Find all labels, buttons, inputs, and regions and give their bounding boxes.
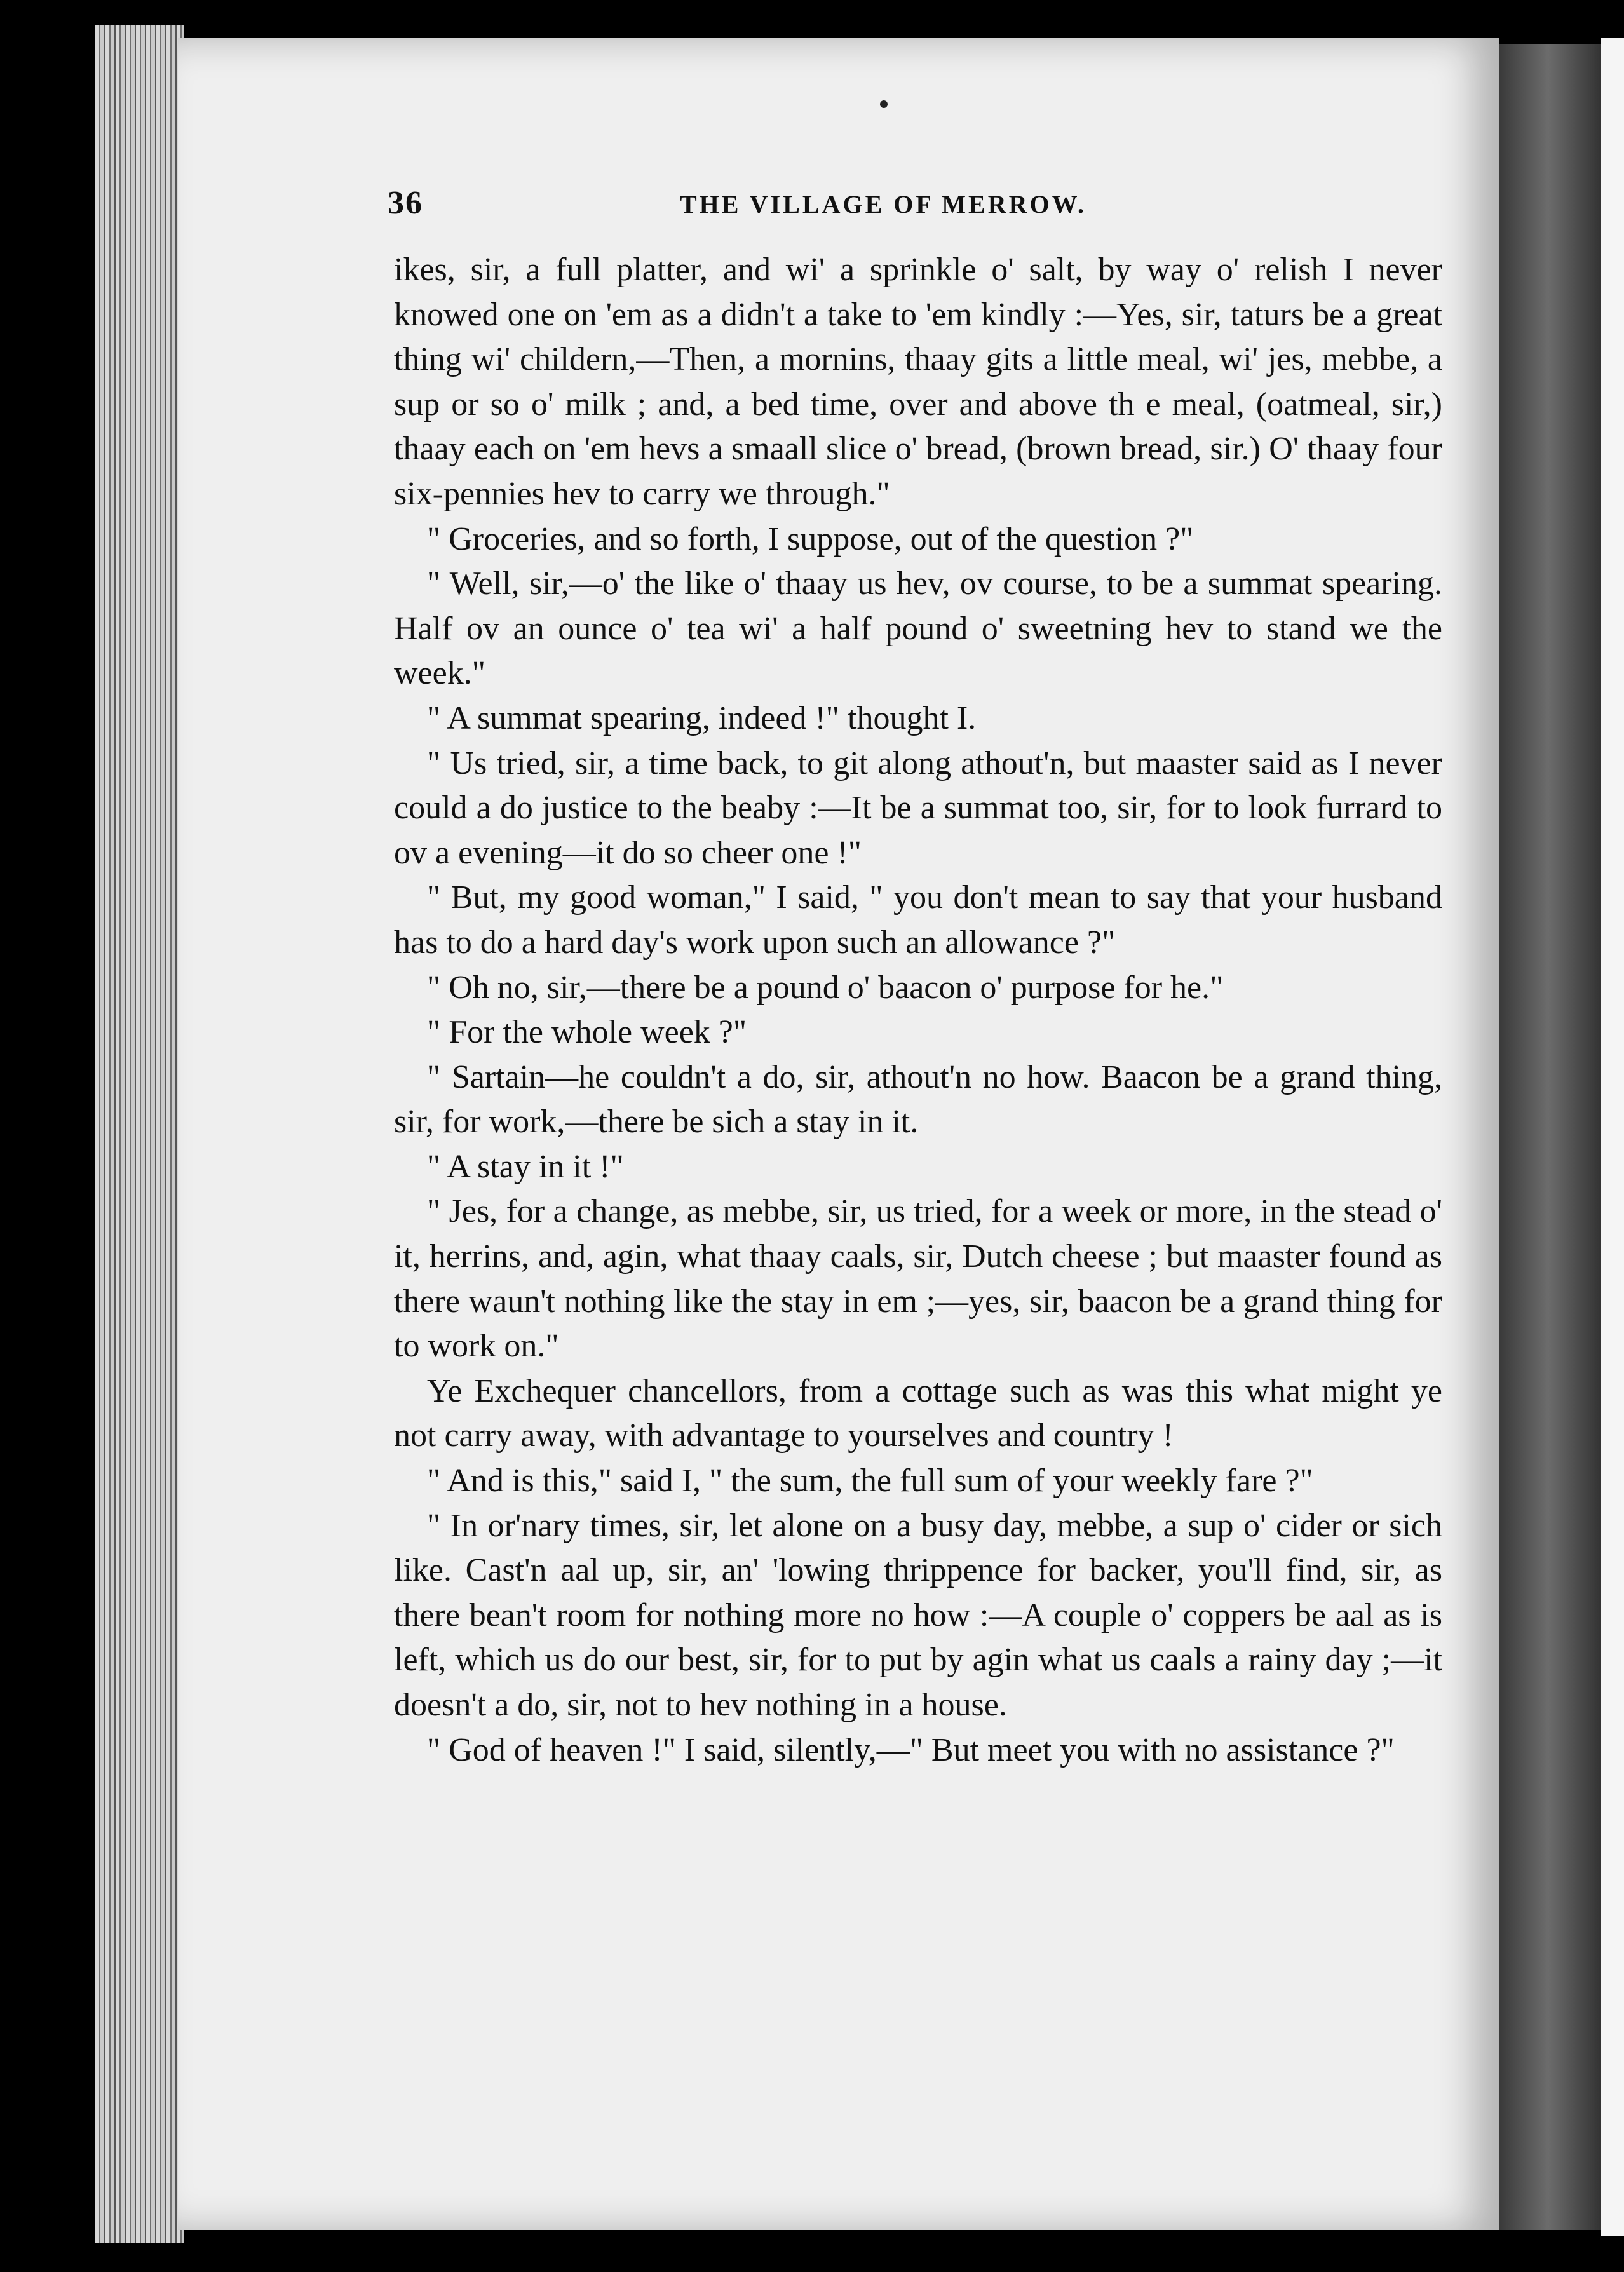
paragraph: " God of heaven !" I said, silently,—" But meet you with no assistance ?" <box>427 1731 1395 1768</box>
paragraph: " Groceries, and so forth, I suppose, out of the question ?" <box>427 520 1194 557</box>
page-number: 36 <box>388 185 423 221</box>
paragraph: " But, my good woman," I said, " you don't mean to say that your husband has to do a hard day's work upon such an allowance ?" <box>394 879 1442 961</box>
paragraph: " A summat spearing, indeed !" thought I. <box>427 700 977 736</box>
paragraph: " Us tried, sir, a time back, to git along athout'n, but maaster said as I never could a do justice to the beaby :—It be a summat too, sir, for to look furrard to ov a evening—it do so cheer one !" <box>394 745 1442 871</box>
paragraph: " Well, sir,—o' the like o' thaay us hev, ov course, to be a summat spearing. Half ov an ounce o' tea wi' a half pound o' sweetning hev to stand we the week." <box>394 565 1442 692</box>
ink-speck <box>880 100 888 108</box>
running-title: THE VILLAGE OF MERROW. <box>680 190 1086 219</box>
paragraph: " Oh no, sir,—there be a pound o' baacon o' purpose for he." <box>427 969 1224 1006</box>
paragraph: " In or'nary times, sir, let alone on a busy day, mebbe, a sup o' cider or sich like. Cast'n aal up, sir, an' 'lowing thrippence for backer, you'll find, sir, as there bean't room for nothing more no how :—A couple o' coppers be aal as is left, which us do our best, sir, for to put by agin what us caals a rainy day ;—it doesn't a do, sir, not to hev nothing in a house. <box>394 1507 1442 1723</box>
paragraph: " Jes, for a change, as mebbe, sir, us tried, for a week or more, in the stead o' it, herrins, and, agin, what thaay caals, sir, Dutch cheese ; but maaster found as there waun't nothing like the stay in em ;—yes, sir, baacon be a grand thing for to work on." <box>394 1193 1442 1365</box>
paragraph: " And is this," said I, " the sum, the full sum of your weekly fare ?" <box>427 1463 1313 1499</box>
body-text <box>394 248 1442 1773</box>
binding-shadow <box>1499 44 1607 2230</box>
paragraph: " For the whole week ?" <box>427 1014 747 1051</box>
scan-margin <box>1601 38 1624 2236</box>
paragraph: ikes, sir, a full platter, and wi' a sprinkle o' salt, by way o' relish I never knowed one on 'em as a didn't a take to 'em kindly :—Yes, sir, taturs be a great thing wi' childern,—Then, a mornins, thaay gits a little meal, wi' jes, mebbe, a sup or so o' milk ; and, a bed time, over and above th e meal, (oatmeal, sir,) thaay each on 'em hevs a smaall slice o' bread, (brown bread, sir.) O' thaay four six-pennies hev to carry we through." <box>394 252 1442 512</box>
page-header <box>388 184 1430 229</box>
paragraph: " A stay in it !" <box>427 1148 624 1185</box>
paragraph: Ye Exchequer chancellors, from a cottage such as was this what might ye not carry away, with advantage to yourselves and country ! <box>394 1372 1442 1454</box>
book-page-edges <box>95 25 184 2243</box>
paragraph: " Sartain—he couldn't a do, sir, athout'n no how. Baacon be a grand thing, sir, for work,—there be sich a stay in it. <box>394 1058 1442 1140</box>
